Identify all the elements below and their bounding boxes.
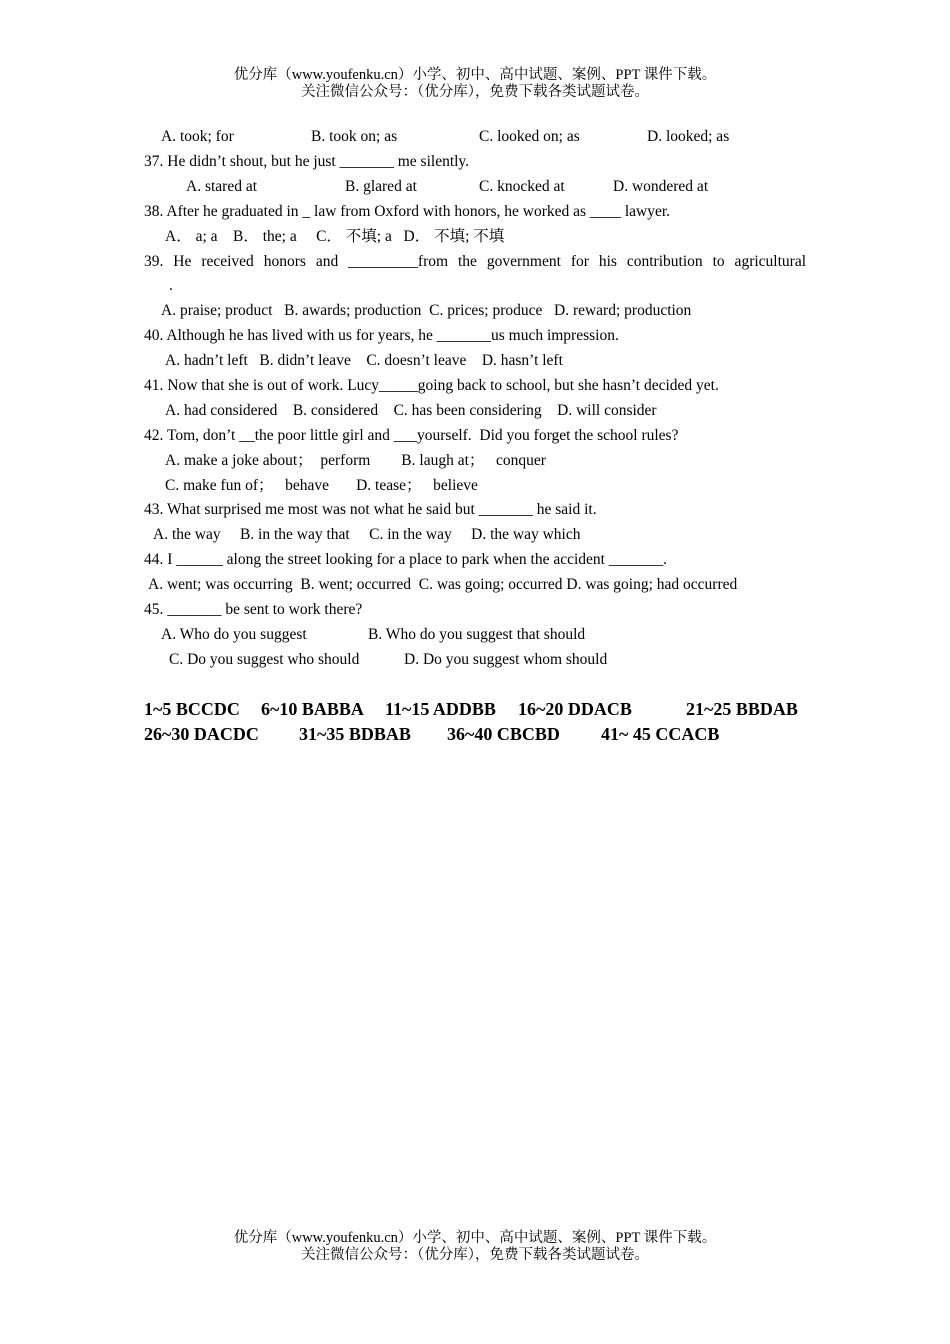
q36-option-a: A. took; for [161, 128, 234, 145]
answer-group: 36~40 CBCBD [447, 724, 560, 744]
page-footer [0, 1230, 950, 1264]
footer-line-2: 关注微信公众号：（优分库），免费下载各类试题试卷。 [301, 1247, 649, 1263]
answer-group: 16~20 DDACB [518, 699, 632, 719]
q36-option-b: B. took on; as [311, 128, 398, 145]
q37-option-c: C. knocked at [479, 178, 565, 195]
answer-group: 21~25 BBDAB [686, 699, 798, 719]
answer-group: 31~35 BDBAB [299, 724, 411, 744]
q37-option-d: D. wondered at [613, 178, 709, 195]
q37-option-b: B. glared at [345, 178, 417, 195]
answer-group: 41~ 45 CCACB [601, 724, 720, 744]
q36-option-c: C. looked on; as [479, 128, 580, 145]
answer-group: 26~30 DACDC [144, 724, 259, 744]
footer-line-1: 优分库（www.youfenku.cn）小学、初中、高中试题、案例、PPT 课件下载。 [233, 1230, 717, 1246]
page-header [0, 67, 950, 101]
header-line-2: 关注微信公众号：（优分库），免费下载各类试题试卷。 [301, 84, 649, 100]
q45-option-c: C. Do you suggest who should [169, 651, 360, 668]
q36-option-d: D. looked; as [647, 128, 730, 145]
answer-group: 6~10 BABBA [261, 699, 364, 719]
q45-option-b: B. Who do you suggest that should [368, 626, 586, 643]
q45-option-d: D. Do you suggest whom should [404, 651, 608, 668]
answer-group: 1~5 BCCDC [144, 699, 240, 719]
header-line-1: 优分库（www.youfenku.cn）小学、初中、高中试题、案例、PPT 课件下载。 [233, 67, 717, 83]
answer-group: 11~15 ADDBB [385, 699, 496, 719]
q45-option-a: A. Who do you suggest [161, 626, 307, 643]
q37-option-a: A. stared at [186, 178, 258, 195]
